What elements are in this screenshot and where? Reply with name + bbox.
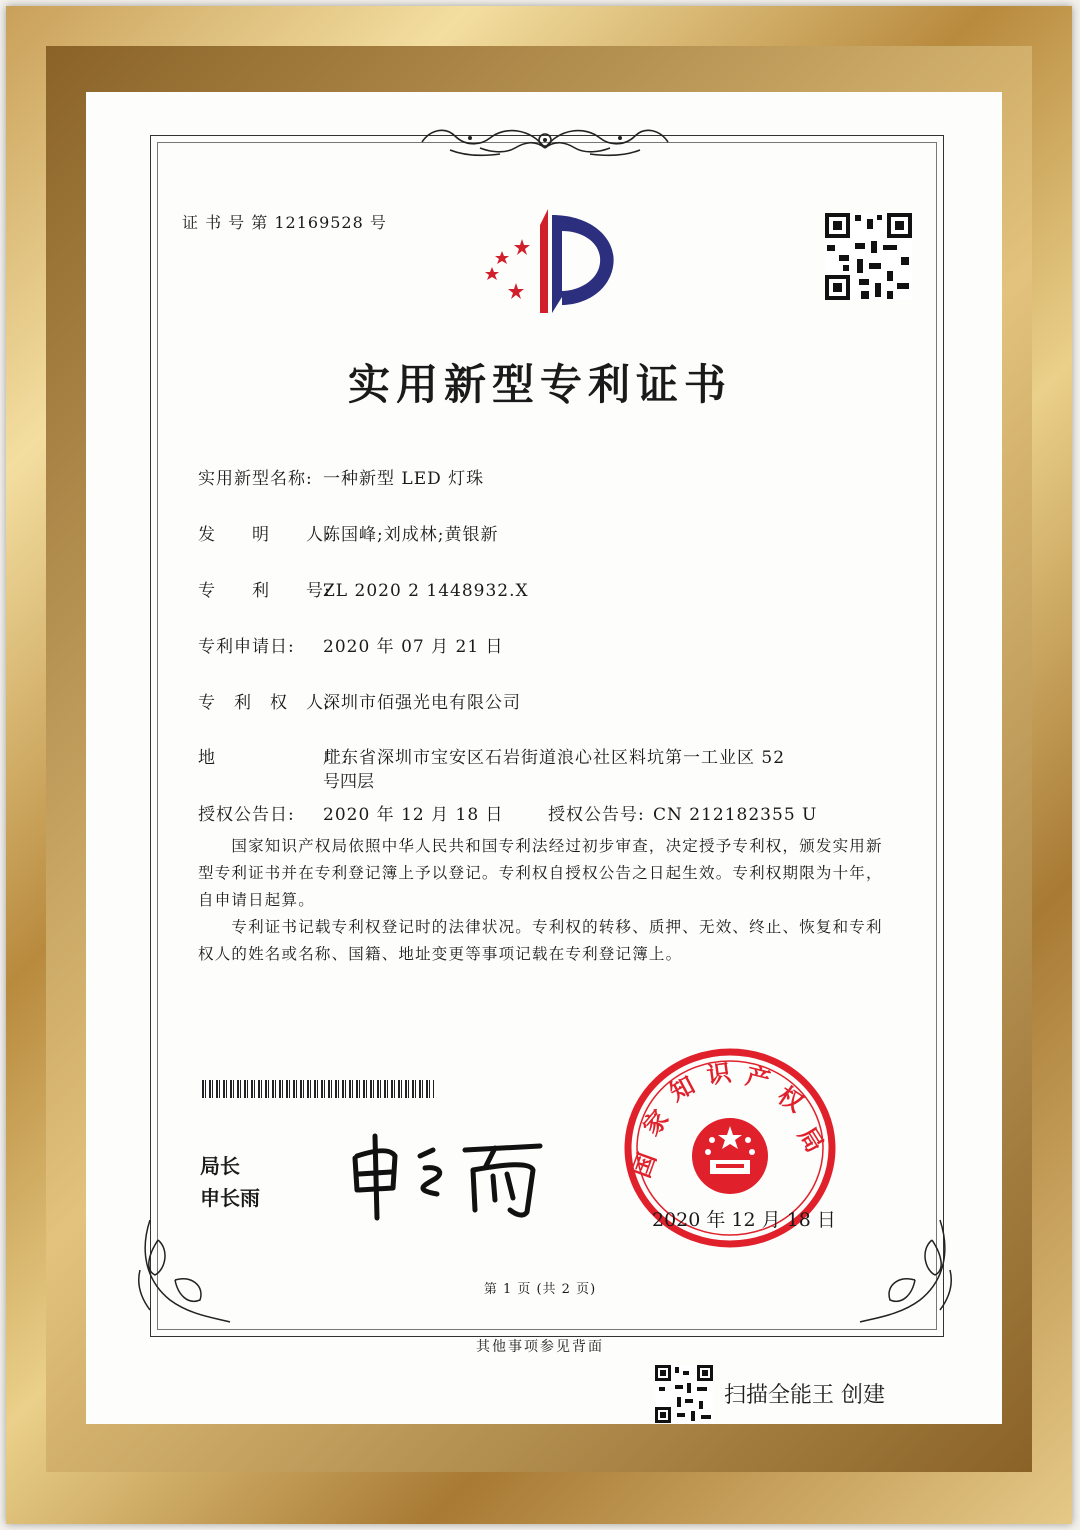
address-line-2: 号四层 [323, 772, 374, 792]
field-row-address [198, 743, 785, 768]
field-value: ZL 2020 2 1448932.X [323, 581, 529, 601]
page-indicator: 第 1 页 (共 2 页) [483, 1282, 597, 1297]
director-block [200, 1150, 260, 1214]
scanner-watermark: 扫描全能王 创建 [724, 1383, 885, 1408]
grant-number-label: 授权公告号: [548, 805, 645, 825]
field-row-filing-date [198, 632, 504, 657]
grant-date-value: 2020 年 12 月 18 日 [323, 805, 504, 825]
svg-text:家: 家 [637, 1104, 675, 1142]
corner-ornament-left-icon [130, 1210, 240, 1330]
field-row-patent-number [198, 576, 529, 601]
field-value: 2020 年 07 月 21 日 [323, 637, 504, 657]
grant-number-value: CN 212182355 U [653, 805, 818, 825]
certificate-number: 证 书 号 第 12169528 号 [182, 213, 387, 232]
scanner-qr-code-icon [655, 1365, 713, 1423]
field-row-grant [198, 800, 817, 825]
body-paragraph-2: 专利证书记载专利权登记时的法律状况。专利权的转移、质押、无效、终止、恢复和专利权人的姓名或名称、国籍、地址变更等事项记载在专利登记簿上。 [198, 918, 883, 963]
svg-text:知: 知 [665, 1070, 700, 1107]
seal-date: 2020 年 12 月 18 日 [652, 1209, 836, 1231]
certificate-title: 实用新型专利证书 [347, 360, 732, 409]
field-label: 专 利 号: [198, 581, 331, 601]
field-value: 陈国峰;刘成林;黄银新 [323, 525, 499, 545]
field-value: 一种新型 LED 灯珠 [323, 469, 485, 489]
field-label: 专 利 权 人: [198, 693, 331, 713]
svg-text:国: 国 [627, 1149, 662, 1182]
field-value: 广东省深圳市宝安区石岩街道浪心社区料坑第一工业区 52 [323, 748, 786, 768]
svg-text:权: 权 [772, 1081, 809, 1118]
field-row-patentee [198, 688, 521, 713]
field-value: 深圳市佰强光电有限公司 [323, 693, 521, 713]
field-label: 发 明 人: [198, 525, 331, 545]
field-row-name [198, 464, 484, 489]
top-ornament-icon [410, 118, 680, 163]
corner-ornament-right-icon [850, 1210, 960, 1330]
footer-note: 其他事项参见背面 [476, 1339, 604, 1355]
patent-office-logo-icon [478, 205, 623, 315]
svg-text:局: 局 [792, 1122, 830, 1158]
field-label: 专利申请日: [198, 637, 295, 657]
body-paragraph-1: 国家知识产权局依照中华人民共和国专利法经过初步审查，决定授予专利权，颁发实用新型专利证书并在专利登记簿上予以登记。专利权自授权公告之日起生效。专利权期限为十年，自申请日起算。 [198, 837, 883, 909]
field-label: 实用新型名称: [198, 469, 313, 489]
svg-text:产: 产 [742, 1061, 773, 1095]
grant-date-label: 授权公告日: [198, 805, 295, 825]
field-row-inventor [198, 520, 498, 545]
director-name: 申长雨 [200, 1186, 260, 1210]
qr-code-icon [825, 213, 912, 300]
field-label: 地 址: [198, 748, 349, 768]
barcode [202, 1080, 434, 1098]
signature-icon [345, 1128, 555, 1223]
director-title: 局长 [200, 1154, 240, 1178]
svg-text:识: 识 [705, 1058, 733, 1090]
